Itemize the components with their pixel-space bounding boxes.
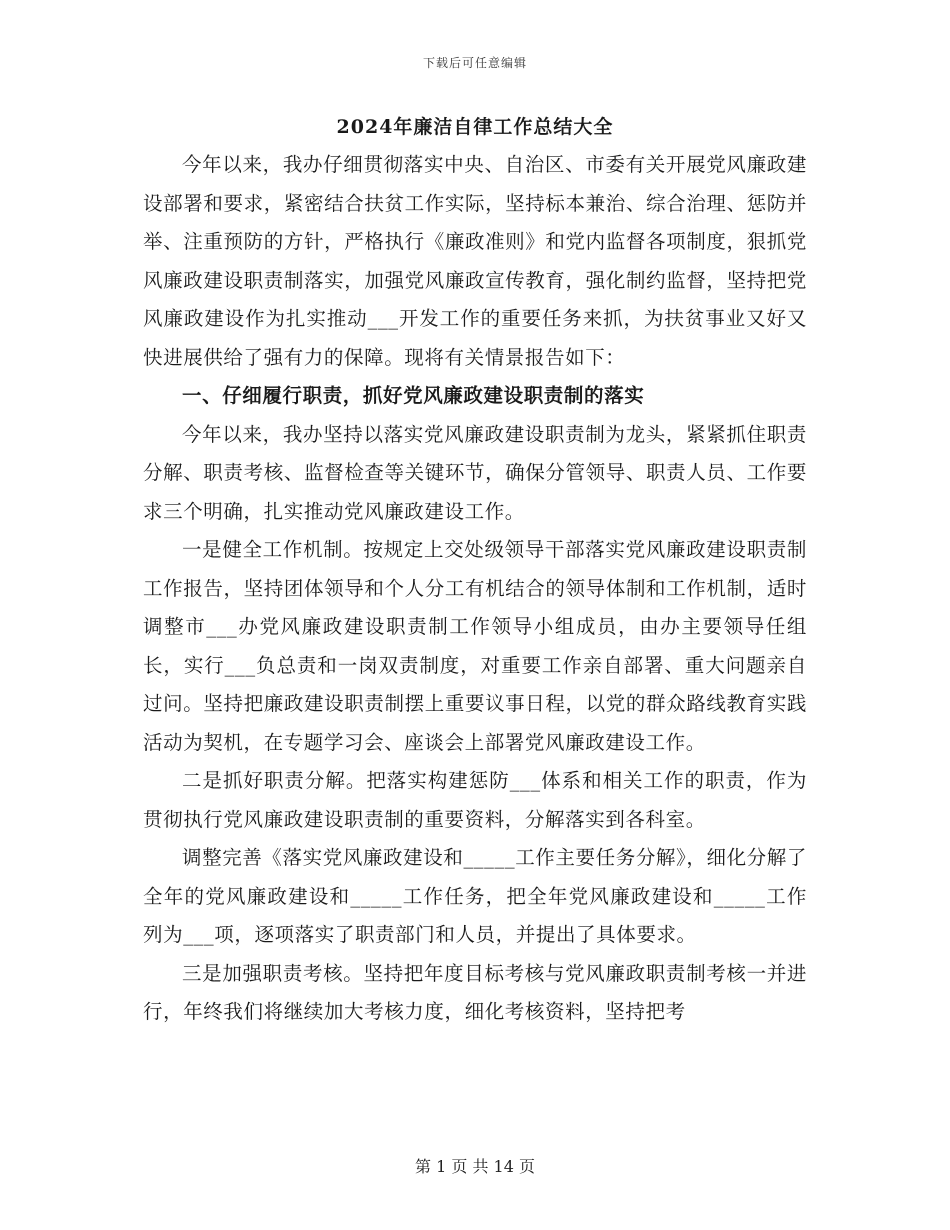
section-heading-1: 一、仔细履行职责，抓好党风廉政建设职责制的落实 <box>182 384 645 407</box>
paragraph-intro: 今年以来，我办仔细贯彻落实中央、自治区、市委有关开展党风廉政建设部署和要求，紧密结合扶贫工作实际，坚持标本兼治、综合治理、惩防并举、注重预防的方针，严格执行《廉政准则》和党内监督各项制度，狠抓党风廉政建设职责制落实，加强党风廉政宣传教育，强化制约监督，坚持把党风廉政建设作为扎实推动___开发工作的重要任务来抓，为扶贫事业又好又快进展供给了强有力的保障。现将有关情景报告如下： <box>143 153 807 369</box>
header-note: 下载后可任意编辑 <box>422 56 527 70</box>
paragraph: 一是健全工作机制。按规定上交处级领导干部落实党风廉政建设职责制工作报告，坚持团体领导和个人分工有机结合的领导体制和工作机制，适时调整市___办党风廉政建设职责制工作领导小组成员，由办主要领导任组长，实行___负总责和一岗双责制度，对重要工作亲自部署、重大问题亲自过问。坚持把廉政建设职责制摆上重要议事日程，以党的群众路线教育实践活动为契机，在专题学习会、座谈会上部署党风廉政建设工作。 <box>143 538 807 754</box>
paragraph: 三是加强职责考核。坚持把年度目标考核与党风廉政职责制考核一并进行，年终我们将继续加大考核力度，细化考核资料，坚持把考 <box>143 961 807 1023</box>
page-footer: 第 1 页 共 14 页 <box>415 1157 535 1176</box>
paragraph: 今年以来，我办坚持以落实党风廉政建设职责制为龙头，紧紧抓住职责分解、职责考核、监督检查等关键环节，确保分管领导、职责人员、工作要求三个明确，扎实推动党风廉政建设工作。 <box>143 422 807 523</box>
document-body <box>143 146 807 1032</box>
paragraph: 调整完善《落实党风廉政建设和_____工作主要任务分解》，细化分解了全年的党风廉政建设和_____工作任务，把全年党风廉政建设和_____工作列为___项，逐项落实了职责部门和人员，并提出了具体要求。 <box>143 846 807 946</box>
document-title: 2024年廉洁自律工作总结大全 <box>336 116 614 138</box>
paragraph: 二是抓好职责分解。把落实构建惩防___体系和相关工作的职责，作为贯彻执行党风廉政建设职责制的重要资料，分解落实到各科室。 <box>143 769 807 831</box>
